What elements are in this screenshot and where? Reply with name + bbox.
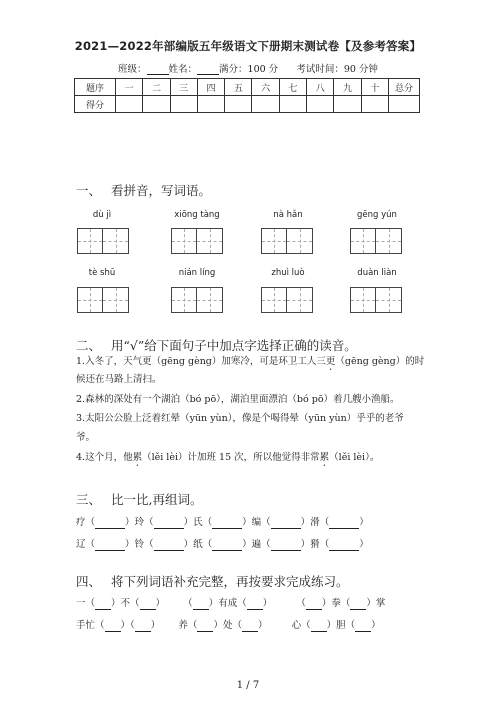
- section-2-heading: [76, 336, 357, 354]
- idiom-text: 一（: [76, 598, 96, 609]
- score-cell-empty: [389, 96, 420, 113]
- score-cell: 十: [361, 79, 388, 96]
- compare-row: 疗（ ）玲（ ）氏（ ）编（ ）滑（ ）: [76, 517, 369, 528]
- score-table: [74, 78, 420, 113]
- char: 疗: [76, 517, 86, 528]
- pinyin-label: nián líng: [178, 268, 216, 278]
- score-cell-empty: [252, 96, 279, 113]
- tian-grid-cell[interactable]: [376, 228, 402, 254]
- idiom-text: （: [183, 598, 193, 609]
- tian-grid-pair[interactable]: [171, 287, 223, 313]
- tian-grid-cell[interactable]: [287, 228, 313, 254]
- question-text: （lěi lèi）。: [329, 452, 380, 463]
- tian-grid-cell[interactable]: [197, 228, 223, 254]
- dotted-char: 更: [325, 356, 336, 367]
- score-cell-empty: [197, 96, 224, 113]
- score-label: 满分：100 分: [219, 64, 279, 75]
- score-cell-empty: [225, 96, 252, 113]
- section-number: 三、: [76, 492, 102, 507]
- idiom-text: ）: [257, 620, 268, 631]
- score-cell: 总分: [389, 79, 420, 96]
- score-table-header-row: [75, 79, 420, 96]
- idiom-text: ）掌: [366, 598, 386, 609]
- answer-blank[interactable]: [271, 540, 301, 551]
- answer-blank[interactable]: [135, 621, 151, 632]
- answer-blank[interactable]: [105, 621, 121, 632]
- section-3-heading: [76, 490, 203, 508]
- tian-grid-cell[interactable]: [171, 287, 197, 313]
- idiom-row: [76, 620, 381, 632]
- idiom-text: ）: [262, 598, 273, 609]
- tian-grid-cell[interactable]: [261, 287, 287, 313]
- char: 辽: [76, 539, 86, 550]
- answer-blank[interactable]: [212, 540, 242, 551]
- char: 氏: [193, 517, 203, 528]
- question-line: 爷。: [76, 432, 96, 443]
- class-blank: [147, 64, 169, 75]
- char: 滑: [310, 517, 320, 528]
- section-title: 比一比,再组词。: [111, 492, 203, 507]
- score-cell-empty: [361, 96, 388, 113]
- answer-blank[interactable]: [154, 540, 184, 551]
- idiom-text: ）: [371, 620, 381, 631]
- idiom-text: ）有成（: [208, 598, 247, 609]
- idiom-text: ）: [150, 620, 161, 631]
- score-cell: 七: [279, 79, 306, 96]
- score-cell: 四: [197, 79, 224, 96]
- name-label: 姓名：: [168, 64, 198, 75]
- score-cell: 八: [307, 79, 334, 96]
- question-line: 3.太阳公公脸上泛着红晕（yūn yùn），像是个喝得晕（yūn yùn）乎乎的老爷: [76, 413, 404, 424]
- answer-blank[interactable]: [140, 599, 156, 610]
- idiom-row: [76, 598, 385, 610]
- score-cell-empty: [279, 96, 306, 113]
- char: 纸: [193, 539, 203, 550]
- tian-grid-cell[interactable]: [103, 228, 129, 254]
- pinyin-label: zhuì luò: [271, 268, 305, 278]
- question-line: 候还在马路上清扫。: [76, 374, 162, 385]
- section-number: 一、: [76, 183, 102, 198]
- tian-grid-cell[interactable]: [376, 287, 402, 313]
- pinyin-label: tè shū: [88, 268, 116, 278]
- idiom-text: ）拳（: [321, 598, 351, 609]
- score-cell-empty: [307, 96, 334, 113]
- score-cell-empty: [116, 96, 143, 113]
- question-text: 1.入冬了，天气更（gēng gèng）加寒冷，可是环卫工人三: [76, 356, 326, 367]
- exam-info: [118, 61, 378, 75]
- tian-grid-cell[interactable]: [171, 228, 197, 254]
- answer-blank[interactable]: [197, 621, 213, 632]
- idiom-text: ）不（: [111, 598, 140, 609]
- tian-grid-pair[interactable]: [77, 228, 129, 254]
- score-cell: 得分: [75, 96, 116, 113]
- answer-blank[interactable]: [350, 599, 366, 610]
- dotted-char: 累: [319, 452, 330, 463]
- answer-blank[interactable]: [329, 518, 359, 529]
- question-text: （lěi lèi）计加班 15 次，所以他觉得非常: [142, 452, 320, 463]
- score-cell: 九: [334, 79, 361, 96]
- section-4-heading: [76, 572, 349, 590]
- question-line: 2.森林的深处有一个湖泊（bó pō），湖泊里面漂泊（bó pō）着几艘小渔船。: [76, 394, 400, 405]
- tian-grid-cell[interactable]: [77, 287, 103, 313]
- time-label: 考试时间：90 分钟: [296, 64, 378, 75]
- answer-blank[interactable]: [306, 599, 322, 610]
- page-number: 1 / 7: [236, 680, 260, 691]
- score-cell-empty: [334, 96, 361, 113]
- score-cell: 五: [225, 79, 252, 96]
- tian-grid-cell[interactable]: [350, 228, 376, 254]
- question-text: 4.这个月，他: [76, 452, 133, 463]
- pinyin-label: nà hǎn: [273, 210, 303, 220]
- question-line: [76, 356, 424, 373]
- score-cell: 三: [170, 79, 197, 96]
- section-title: 将下列词语补充完整，再按要求完成练习。: [111, 574, 349, 589]
- idiom-text: 手忙（: [76, 620, 105, 631]
- tian-grid-cell[interactable]: [77, 228, 103, 254]
- score-cell: 题序: [75, 79, 116, 96]
- answer-blank[interactable]: [95, 518, 125, 529]
- class-label: 班级：: [118, 64, 147, 75]
- answer-blank[interactable]: [95, 599, 111, 610]
- pinyin-label: xiōng tàng: [174, 210, 220, 220]
- section-title: 看拼音，写词语。: [111, 183, 212, 198]
- score-cell: 二: [143, 79, 170, 96]
- answer-blank[interactable]: [193, 599, 209, 610]
- char: 玲: [134, 517, 145, 528]
- section-number: 二、: [76, 338, 102, 353]
- idiom-text: ）处（: [213, 620, 242, 631]
- section-title: 用“√”给下面句子中加点字选择正确的读音。: [111, 338, 357, 353]
- answer-blank[interactable]: [271, 518, 301, 529]
- tian-grid-pair[interactable]: [261, 287, 313, 313]
- answer-blank[interactable]: [355, 621, 371, 632]
- idiom-text: ）: [155, 598, 166, 609]
- score-cell-empty: [143, 96, 170, 113]
- score-table-score-row: [75, 96, 420, 113]
- tian-grid-cell[interactable]: [261, 228, 287, 254]
- section-1-heading: [76, 181, 211, 199]
- tian-grid-pair[interactable]: [77, 287, 129, 313]
- question-text: （gēng gèng）的时: [335, 356, 425, 367]
- pinyin-label: dù jì: [92, 210, 112, 220]
- answer-blank[interactable]: [212, 518, 242, 529]
- char: 猾: [310, 539, 320, 550]
- tian-grid-cell[interactable]: [197, 287, 223, 313]
- compare-row: 辽（ ）铃（ ）纸（ ）遍（ ）猾（ ）: [76, 539, 369, 550]
- answer-blank[interactable]: [311, 621, 327, 632]
- answer-blank[interactable]: [95, 540, 125, 551]
- tian-grid-pair[interactable]: [261, 228, 313, 254]
- idiom-text: 养（: [178, 620, 198, 631]
- answer-blank[interactable]: [242, 621, 258, 632]
- pinyin-label: duàn liàn: [357, 268, 397, 278]
- tian-grid-pair[interactable]: [171, 228, 223, 254]
- page-title: 2021—2022年部编版五年级语文下册期末测试卷【及参考答案】: [74, 39, 422, 53]
- char: 编: [251, 517, 262, 528]
- tian-grid-cell[interactable]: [103, 287, 129, 313]
- char: 遍: [251, 539, 262, 550]
- tian-grid-cell[interactable]: [287, 287, 313, 313]
- tian-grid-pair[interactable]: [350, 228, 402, 254]
- idiom-text: ）胆（: [326, 620, 356, 631]
- answer-blank[interactable]: [154, 518, 184, 529]
- section-number: 四、: [76, 574, 102, 589]
- score-cell: 一: [116, 79, 143, 96]
- idiom-text: 心（: [291, 620, 311, 631]
- question-line: [76, 452, 379, 469]
- pinyin-label: gēng yún: [357, 210, 397, 220]
- char: 铃: [134, 539, 145, 550]
- name-blank: [197, 64, 219, 75]
- tian-grid-cell[interactable]: [350, 287, 376, 313]
- dotted-char: 累: [132, 452, 143, 463]
- answer-blank[interactable]: [247, 599, 263, 610]
- score-cell: 六: [252, 79, 279, 96]
- idiom-text: ）（: [120, 620, 135, 631]
- answer-blank[interactable]: [329, 540, 359, 551]
- idiom-text: （: [296, 598, 306, 609]
- score-cell-empty: [170, 96, 197, 113]
- tian-grid-pair[interactable]: [350, 287, 402, 313]
